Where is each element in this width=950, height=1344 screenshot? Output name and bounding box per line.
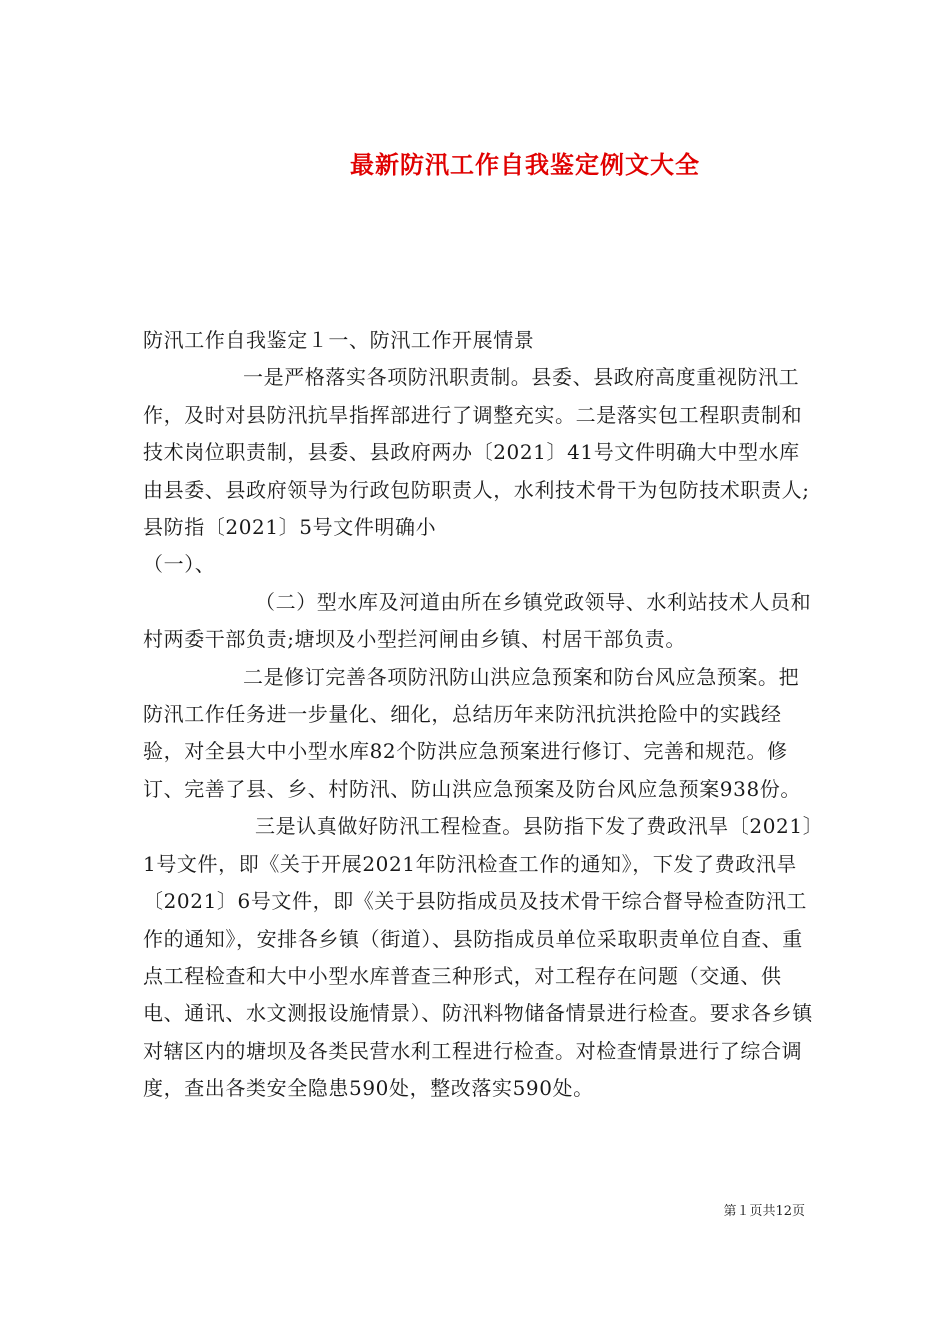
sub-item-two-text: （二）型水库及河道由所在乡镇党政领导、水利站技术人员和村两委干部负责;塘坝及小型拦河闸由乡镇、村居干部负责。 — [143, 589, 812, 652]
paragraph-second: 二是修订完善各项防汛防山洪应急预案和防台风应急预案。把防汛工作任务进一步量化、细化，总结历年来防汛抗洪抢险中的实践经验，对全县大中小型水库82个防洪应急预案进行修订、完善和规范。修订、完善了县、乡、村防汛、防山洪应急预案及防台风应急预案938份。 — [143, 664, 801, 801]
page-number: 第１页共12页 — [723, 1204, 805, 1219]
sub-item-two — [143, 584, 818, 659]
document-body — [143, 322, 818, 1108]
paragraph-first: 一是严格落实各项防汛职责制。县委、县政府高度重视防汛工作，及时对县防汛抗旱指挥部进行了调整充实。二是落实包工程职责制和技术岗位职责制，县委、县政府两办〔2021〕41号文件明确大中型水库由县委、县政府领导为行政包防职责人，水利技术骨干为包防技术职责人;县防指〔2021〕5号文件明确小 — [143, 365, 810, 540]
intro-paragraph: 防汛工作自我鉴定１一、防汛工作开展情景 — [143, 328, 535, 352]
paragraph-third: 三是认真做好防汛工程检查。县防指下发了费政汛旱〔2021〕1号文件，即《关于开展2021年防汛检查工作的通知》，下发了费政汛旱〔2021〕6号文件，即《关于县防指成员及技术骨干综合督导检查防汛工作的通知》，安排各乡镇（街道）、县防指成员单位采取职责单位自查、重点工程检查和大中小型水库普查三种形式，对工程存在问题（交通、供电、通讯、水文测报设施情景）、防汛料物储备情景进行检查。要求各乡镇对辖区内的塘坝及各类民营水利工程进行检查。对检查情景进行了综合调度，查出各类安全隐患590处，整改落实590处。 — [143, 814, 814, 1101]
document-title: 最新防汛工作自我鉴定例文大全 — [350, 150, 700, 180]
sub-item-one: （一）、 — [143, 552, 216, 577]
